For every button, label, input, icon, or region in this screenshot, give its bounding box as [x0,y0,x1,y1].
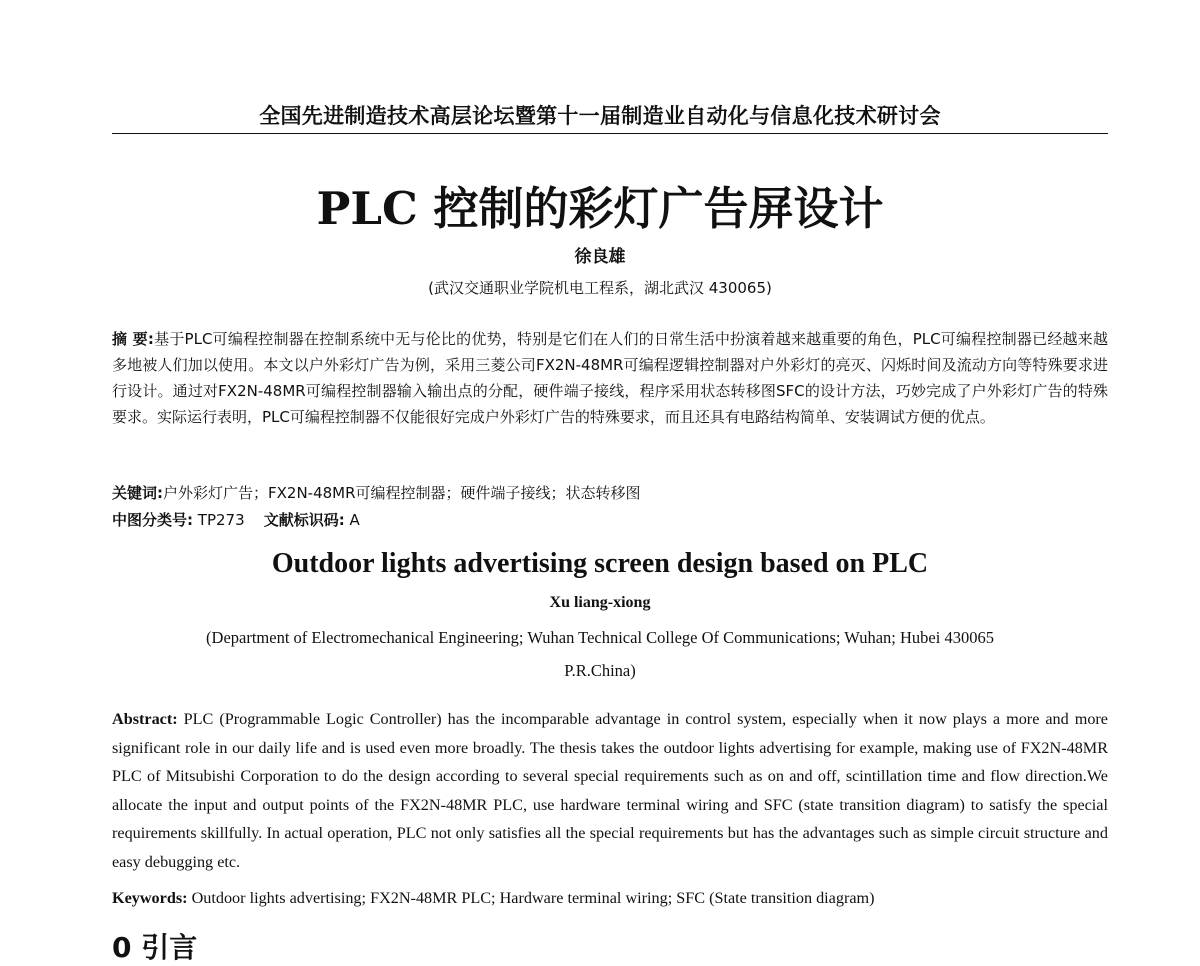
keywords-zh [112,480,1108,506]
abstract-zh-label: 摘 要: [112,330,154,348]
keywords-zh-label: 关键词: [112,484,163,502]
abstract-zh-text: 基于PLC可编程控制器在控制系统中无与伦比的优势，特别是它们在人们的日常生活中扮演着越来越重要的角色，PLC可编程控制器已经越来越多地被人们加以使用。本文以户外彩灯广告为例，采用三菱公司FX2N-48MR可编程逻辑控制器对户外彩灯的亮灭、闪烁时间及流动方向等特殊要求进行设计。通过对FX2N-48MR可编程控制器输入输出点的分配，硬件端子接线，程序采用状态转移图SFC的设计方法，巧妙完成了户外彩灯广告的特殊要求。实际运行表明，PLC可编程控制器不仅能很好完成户外彩灯广告的特殊要求，而且还具有电路结构简单、安装调试方便的优点。 [112,330,1108,426]
affiliation-zh: (武汉交通职业学院机电工程系，湖北武汉 430065) [428,279,772,297]
header-rule [112,133,1108,134]
doc-code-label: 文献标识码: [263,511,345,529]
author-zh: 徐良雄 [574,247,626,267]
conference-header: 全国先进制造技术高层论坛暨第十一届制造业自动化与信息化技术研讨会 [259,104,941,128]
author-en: Xu liang-xiong [549,594,651,611]
abstract-en-label: Abstract: [112,710,178,728]
abstract-en [112,705,1108,877]
classification-value: TP273 [197,511,245,529]
keywords-zh-text: 户外彩灯广告；FX2N-48MR可编程控制器；硬件端子接线；状态转移图 [163,484,641,502]
classification-label: 中图分类号: [112,511,193,529]
keywords-en-text: Outdoor lights advertising; FX2N-48MR PLC; Hardware terminal wiring; SFC (State transition diagram) [191,889,875,907]
keywords-en-label: Keywords: [112,889,188,907]
paper-title-zh: PLC 控制的彩灯广告屏设计 [316,182,884,235]
affiliation-en-line1: (Department of Electromechanical Engineering; Wuhan Technical College Of Communications; Wuhan; Hubei 430065 [206,628,994,647]
classification-line [112,507,1108,533]
doc-code-value: A [349,511,360,529]
abstract-zh [112,326,1108,430]
affiliation-en-line2: P.R.China) [564,661,636,680]
section-heading: 0 引言 [112,931,198,964]
keywords-en [112,884,1108,912]
abstract-en-text: PLC (Programmable Logic Controller) has the incomparable advantage in control system, especially when it now plays a more and more significant role in our daily life and is used even more broadly. The thesis takes the outdoor lights advertising for example, making use of FX2N-48MR PLC of Mitsubishi Corporation to do the design according to several special requirements such as on and off, scintillation time and flow direction.We allocate the input and output points of the FX2N-48MR PLC, use hardware terminal wiring and SFC (state transition diagram) to satisfy the special requirements skillfully. In actual operation, PLC not only satisfies all the special requirements but has the advantages such as simple circuit structure and easy debugging etc. [112,710,1108,871]
paper-title-en: Outdoor lights advertising screen design based on PLC [271,548,929,579]
